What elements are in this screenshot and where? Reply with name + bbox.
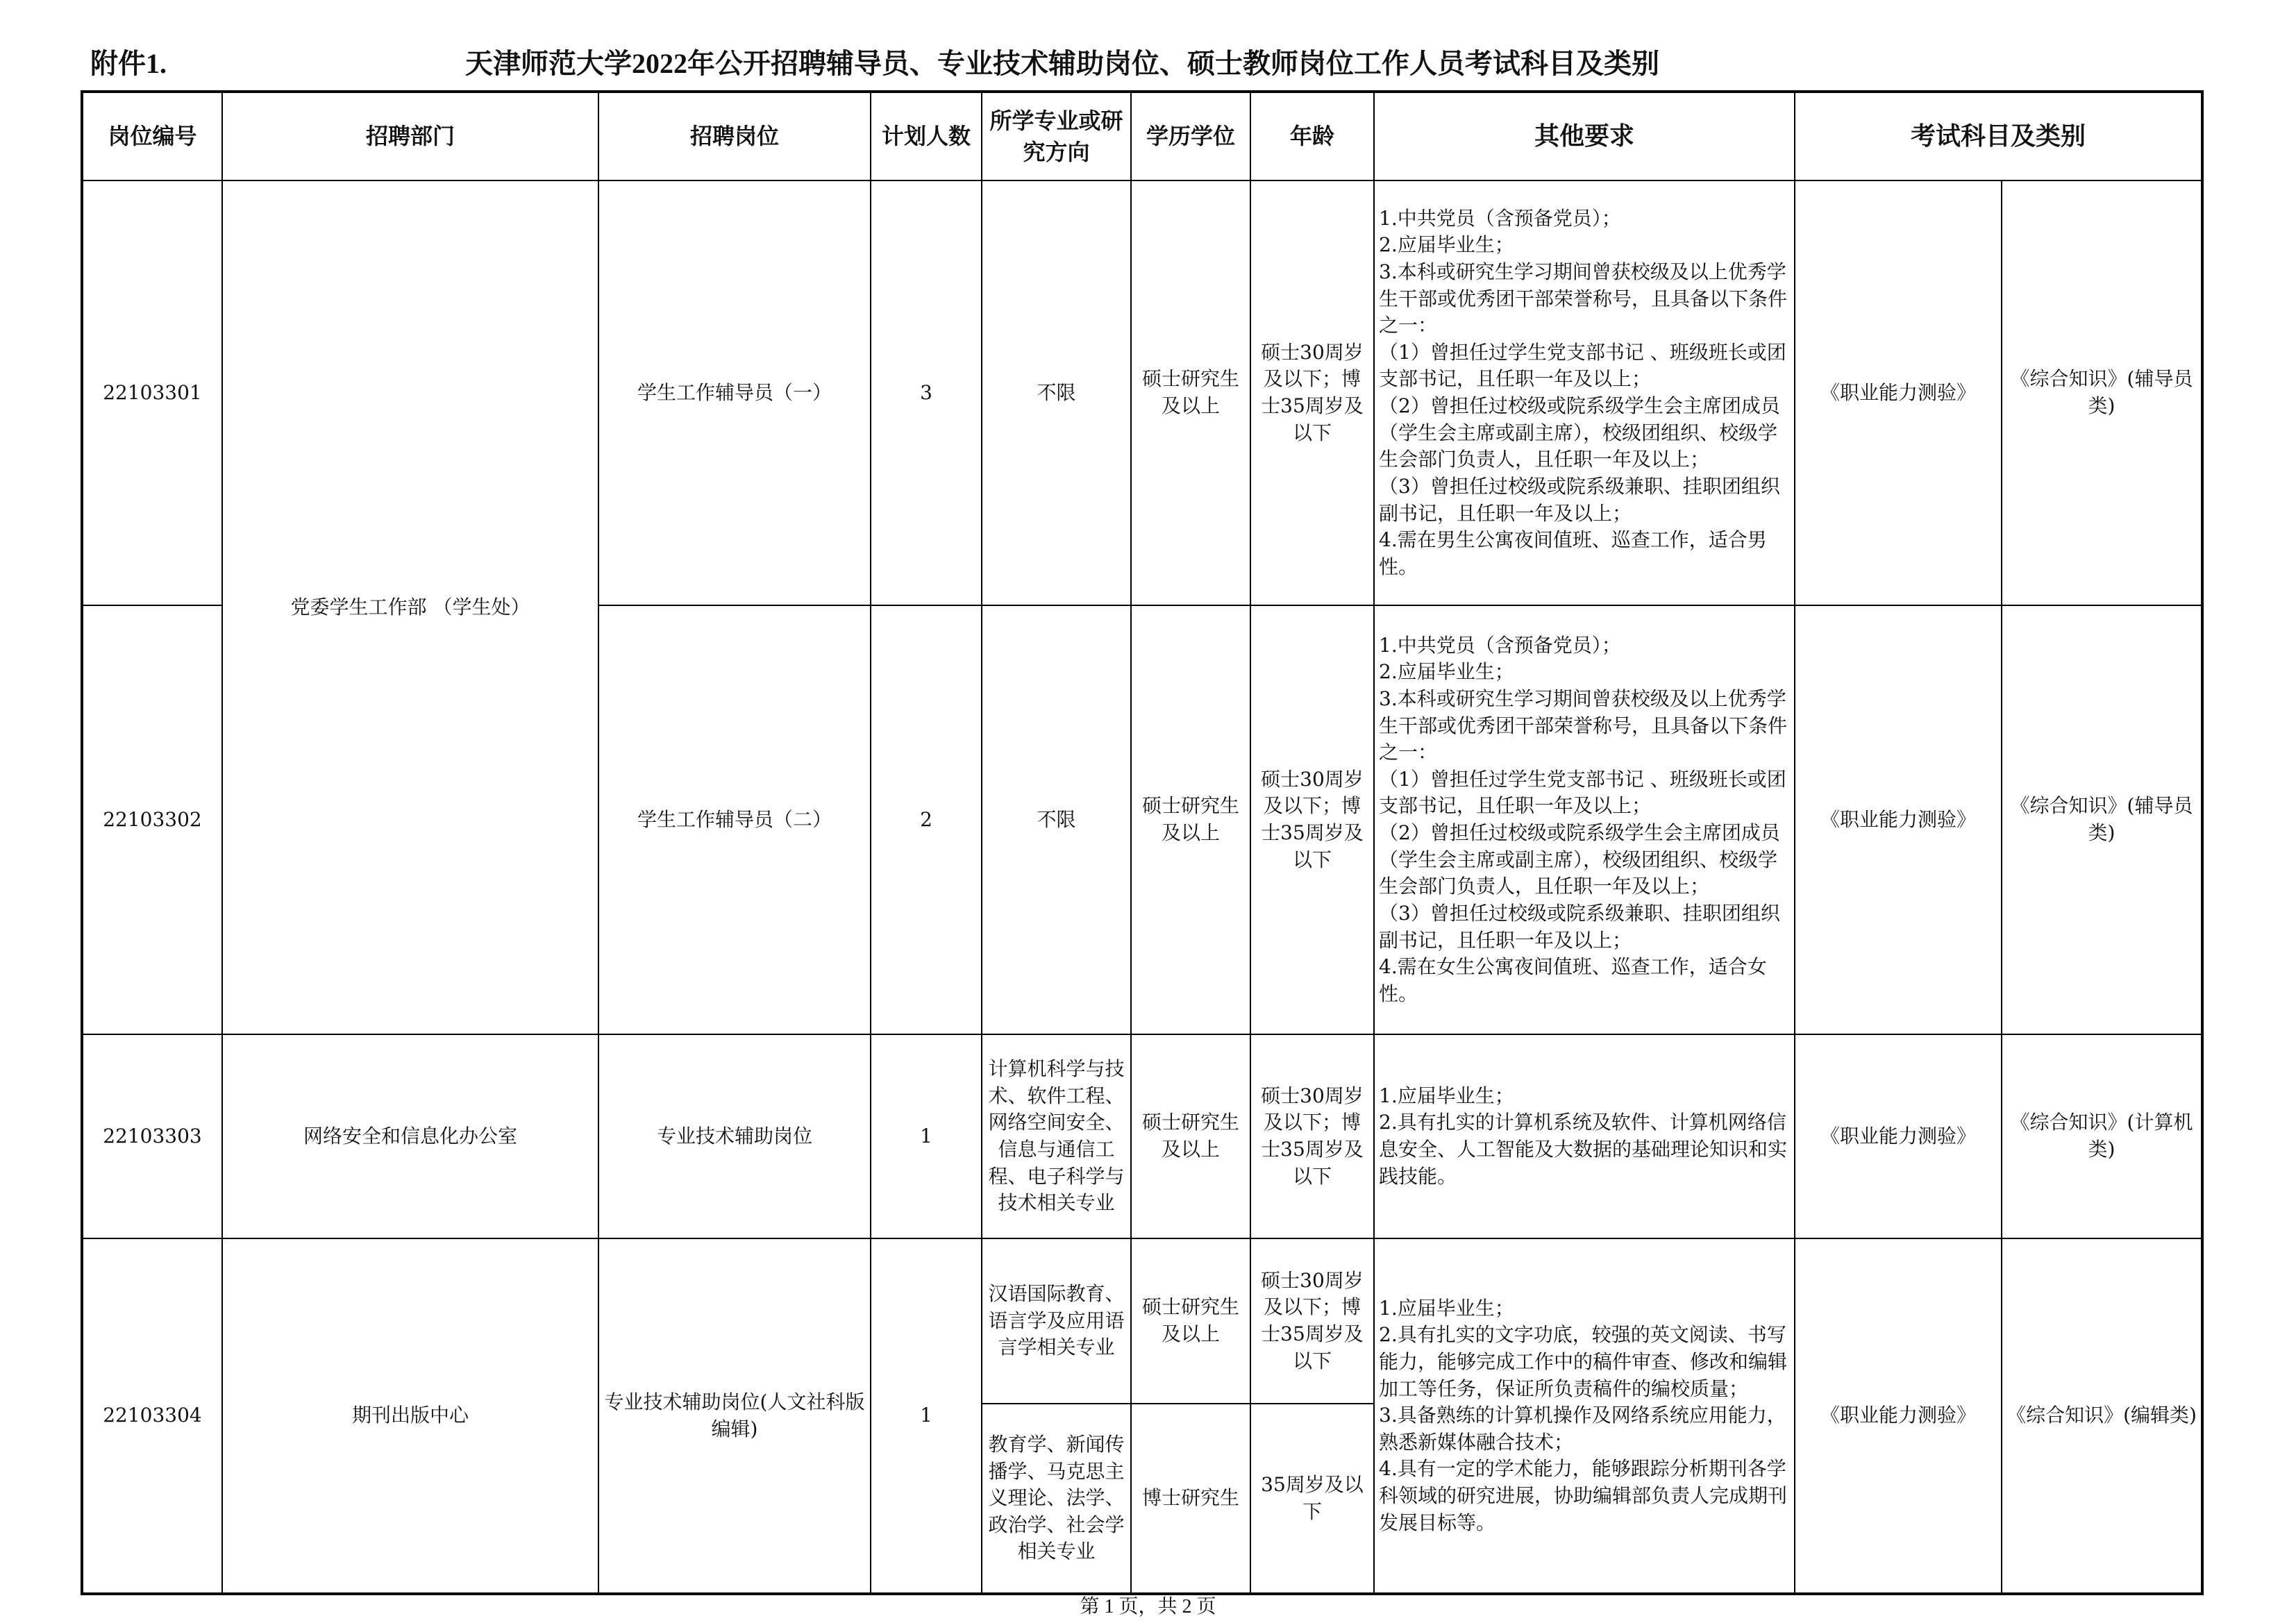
cell-degree: 硕士研究生及以上 xyxy=(1131,1034,1250,1238)
requirement-line: （1）曾担任过学生党支部书记 、班级班长或团支部书记，且任职一年及以上； xyxy=(1379,767,1786,818)
cell-exam-subject-1: 《职业能力测验》 xyxy=(1795,605,2002,1034)
col-header-exam: 考试科目及类别 xyxy=(1795,92,2202,180)
cell-other-requirements xyxy=(1374,180,1795,605)
table-header-row xyxy=(82,92,2202,180)
requirement-line: （1）曾担任过学生党支部书记 、班级班长或团支部书记，且任职一年及以上； xyxy=(1379,340,1786,391)
cell-major: 计算机科学与技术、软件工程、网络空间安全、信息与通信工程、电子科学与技术相关专业 xyxy=(982,1034,1131,1238)
col-header-code: 岗位编号 xyxy=(82,92,222,180)
table-row xyxy=(82,1034,2202,1238)
col-header-other: 其他要求 xyxy=(1374,92,1795,180)
requirement-line: 3.具备熟练的计算机操作及网络系统应用能力，熟悉新媒体融合技术； xyxy=(1379,1404,1786,1454)
requirement-line: 4.需在男生公寓夜间值班、巡查工作，适合男性。 xyxy=(1379,528,1767,578)
requirement-line: 2.应届毕业生； xyxy=(1379,660,1514,684)
requirement-line: 3.本科或研究生学习期间曾获校级及以上优秀学生干部或优秀团干部荣誉称号，且具备以下条件 之一： xyxy=(1379,687,1788,764)
col-header-degree: 学历学位 xyxy=(1131,92,1250,180)
cell-count: 1 xyxy=(871,1034,982,1238)
recruitment-table xyxy=(81,90,2204,1595)
cell-degree: 博士研究生 xyxy=(1131,1404,1250,1594)
cell-position: 专业技术辅助岗位 xyxy=(598,1034,871,1238)
requirement-line: 4.具有一定的学术能力，能够跟踪分析期刊各学科领域的研究进展，协助编辑部负责人完成期刊发展目标等。 xyxy=(1379,1457,1788,1534)
cell-code: 22103302 xyxy=(82,605,222,1034)
cell-count: 1 xyxy=(871,1238,982,1594)
cell-other-requirements xyxy=(1374,1238,1795,1594)
col-header-dept: 招聘部门 xyxy=(222,92,598,180)
attachment-label: 附件1. xyxy=(90,48,167,79)
cell-age: 硕士30周岁及以下；博士35周岁及以下 xyxy=(1250,1034,1374,1238)
cell-code: 22103304 xyxy=(82,1238,222,1594)
cell-degree: 硕士研究生及以上 xyxy=(1131,1238,1250,1404)
col-header-major: 所学专业或研究方向 xyxy=(982,92,1131,180)
cell-age: 35周岁及以下 xyxy=(1250,1404,1374,1594)
cell-other-requirements xyxy=(1374,1034,1795,1238)
requirement-line: 2.应届毕业生； xyxy=(1379,233,1514,257)
cell-exam-subject-2: 《综合知识》(计算机类) xyxy=(2002,1034,2202,1238)
cell-dept: 期刊出版中心 xyxy=(222,1238,598,1594)
cell-age: 硕士30周岁及以下；博士35周岁及以下 xyxy=(1250,1238,1374,1404)
requirement-line: （3）曾担任过校级或院系级兼职、挂职团组织副书记，且任职一年及以上； xyxy=(1379,474,1780,525)
cell-degree: 硕士研究生及以上 xyxy=(1131,605,1250,1034)
cell-position: 学生工作辅导员（一） xyxy=(598,180,871,605)
requirement-line: 1.应届毕业生； xyxy=(1379,1084,1514,1107)
requirement-line: 1.中共党员（含预备党员）； xyxy=(1379,633,1621,657)
requirement-line: （3）曾担任过校级或院系级兼职、挂职团组织副书记，且任职一年及以上； xyxy=(1379,901,1780,952)
cell-major: 汉语国际教育、语言学及应用语言学相关专业 xyxy=(982,1238,1131,1404)
cell-other-requirements xyxy=(1374,605,1795,1034)
requirement-line: 3.本科或研究生学习期间曾获校级及以上优秀学生干部或优秀团干部荣誉称号，且具备以下条件之一： xyxy=(1379,260,1788,337)
page-footer: 第 1 页，共 2 页 xyxy=(1080,1596,1216,1617)
cell-degree: 硕士研究生及以上 xyxy=(1131,180,1250,605)
col-header-position: 招聘岗位 xyxy=(598,92,871,180)
cell-count: 2 xyxy=(871,605,982,1034)
cell-exam-subject-2: 《综合知识》(辅导员类) xyxy=(2002,605,2202,1034)
cell-exam-subject-1: 《职业能力测验》 xyxy=(1795,1034,2002,1238)
table-row xyxy=(82,180,2202,605)
cell-code: 22103301 xyxy=(82,180,222,605)
document-title: 天津师范大学2022年公开招聘辅导员、专业技术辅助岗位、硕士教师岗位工作人员考试科目及类别 xyxy=(465,48,1659,79)
cell-position: 专业技术辅助岗位(人文社科版编辑) xyxy=(598,1238,871,1594)
requirement-line: 2.具有扎实的计算机系统及软件、计算机网络信息安全、人工智能及大数据的基础理论知识和实践技能。 xyxy=(1379,1111,1788,1188)
cell-count: 3 xyxy=(871,180,982,605)
requirement-line: 4.需在女生公寓夜间值班、巡查工作，适合女性。 xyxy=(1379,955,1767,1005)
cell-major: 不限 xyxy=(982,180,1131,605)
requirement-line: 2.具有扎实的文字功底，较强的英文阅读、书写能力，能够完成工作中的稿件审查、修改和编辑加工等任务，保证所负责稿件的编校质量； xyxy=(1379,1323,1788,1400)
requirement-line: （2）曾担任过校级或院系级学生会主席团成员（学生会主席或副主席），校级团组织、校级学生会部门负责人，且任职一年及以上； xyxy=(1379,394,1780,471)
col-header-age: 年龄 xyxy=(1250,92,1374,180)
cell-exam-subject-1: 《职业能力测验》 xyxy=(1795,180,2002,605)
table-row xyxy=(82,1238,2202,1404)
cell-dept: 党委学生工作部 （学生处） xyxy=(222,180,598,1034)
page-header xyxy=(76,42,2201,90)
cell-code: 22103303 xyxy=(82,1034,222,1238)
requirement-line: （2）曾担任过校级或院系级学生会主席团成员（学生会主席或副主席），校级团组织、校级学生会部门负责人，且任职一年及以上； xyxy=(1379,821,1780,898)
requirement-line: 1.应届毕业生； xyxy=(1379,1296,1514,1320)
cell-major: 不限 xyxy=(982,605,1131,1034)
cell-major: 教育学、新闻传播学、马克思主义理论、法学、政治学、社会学相关专业 xyxy=(982,1404,1131,1594)
cell-age: 硕士30周岁及以下；博士35周岁及以下 xyxy=(1250,180,1374,605)
cell-position: 学生工作辅导员（二） xyxy=(598,605,871,1034)
cell-exam-subject-2: 《综合知识》(辅导员类) xyxy=(2002,180,2202,605)
cell-dept: 网络安全和信息化办公室 xyxy=(222,1034,598,1238)
cell-age: 硕士30周岁及以下；博士35周岁及以下 xyxy=(1250,605,1374,1034)
col-header-count: 计划人数 xyxy=(871,92,982,180)
cell-exam-subject-2: 《综合知识》(编辑类) xyxy=(2002,1238,2202,1594)
requirement-line: 1.中共党员（含预备党员）； xyxy=(1379,206,1621,230)
cell-exam-subject-1: 《职业能力测验》 xyxy=(1795,1238,2002,1594)
